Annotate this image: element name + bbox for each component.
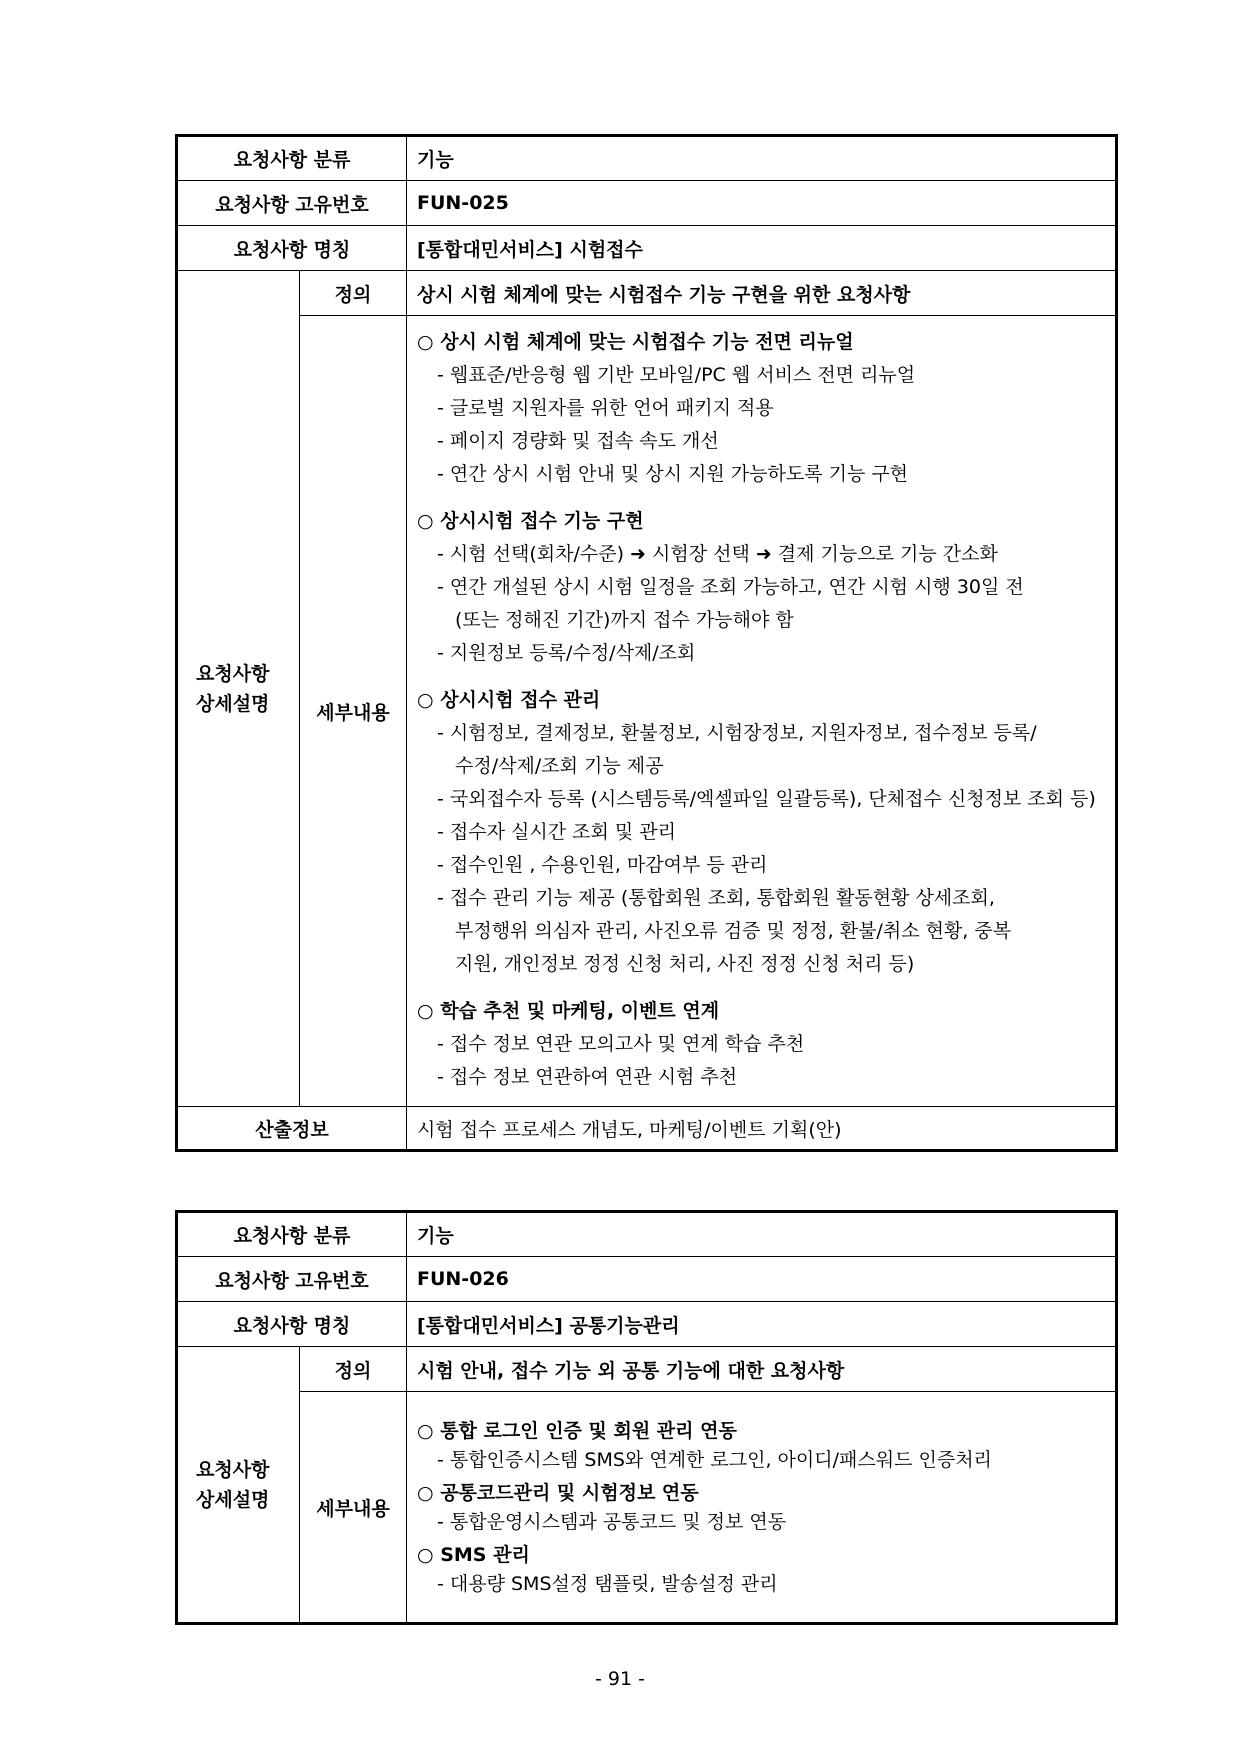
detail-line: - 접수자 실시간 조회 및 관리: [437, 821, 676, 843]
requirement-table: [175, 134, 1118, 1152]
page-number: - 91 -: [595, 1668, 645, 1690]
detail-line: - 접수 정보 연관 모의고사 및 연계 학습 추천: [437, 1033, 805, 1055]
detail-section: [417, 1541, 1105, 1599]
name-label: 요청사항 명칭: [177, 1302, 407, 1347]
section-title: ○ 상시 시험 체계에 맞는 시험접수 기능 전면 리뉴얼: [417, 331, 854, 353]
category-label: 요청사항 분류: [177, 1212, 407, 1257]
name-label: 요청사항 명칭: [177, 226, 407, 271]
detail-line: (또는 정해진 기간)까지 접수 가능해야 함: [455, 609, 794, 631]
detail-line: 지원, 개인정보 정정 신청 처리, 사진 정정 신청 처리 등): [455, 953, 915, 975]
detail-line: - 통합인증시스템 SMS와 연계한 로그인, 아이디/패스워드 인증처리: [437, 1449, 992, 1471]
details-content: [407, 1392, 1117, 1624]
definition-label: 정의: [300, 1347, 407, 1392]
detail-line: 수정/삭제/조회 기능 제공: [455, 755, 664, 777]
detail-line: - 국외접수자 등록 (시스템등록/엑셀파일 일괄등록), 단체접수 신청정보 조회 등): [437, 788, 1096, 810]
details-label: 세부내용: [300, 1392, 407, 1624]
details-label: 세부내용: [300, 316, 407, 1107]
detail-item: [417, 783, 1105, 816]
detail-item: [417, 1570, 1105, 1599]
detail-item: [417, 1446, 1105, 1475]
detail-item: [417, 1508, 1105, 1537]
definition-value: 상시 시험 체계에 맞는 시험접수 기능 구현을 위한 요청사항: [407, 271, 1117, 316]
detail-desc-label: 요청사항 상세설명: [177, 1347, 300, 1624]
detail-line: - 시험정보, 결제정보, 환불정보, 시험장정보, 지원자정보, 접수정보 등록/: [437, 722, 1037, 744]
detail-section: [417, 995, 1105, 1094]
detail-section: [417, 1479, 1105, 1537]
detail-item: [417, 882, 1105, 981]
output-label: 산출정보: [177, 1107, 407, 1151]
detail-item: [417, 571, 1105, 637]
detail-item: [417, 538, 1105, 571]
id-label: 요청사항 고유번호: [177, 181, 407, 226]
detail-desc-label: 요청사항 상세설명: [177, 271, 300, 1107]
detail-item: [417, 458, 1105, 491]
detail-line: 부정행위 의심자 관리, 사진오류 검증 및 정정, 환불/취소 현황, 중복: [455, 920, 1012, 942]
detail-line: - 연간 개설된 상시 시험 일정을 조회 가능하고, 연간 시험 시행 30일 전: [437, 576, 1024, 598]
requirement-table: [175, 1210, 1118, 1625]
detail-item: [417, 359, 1105, 392]
name-value: [통합대민서비스] 공통기능관리: [407, 1302, 1117, 1347]
detail-item: [417, 1061, 1105, 1094]
detail-line: - 접수 관리 기능 제공 (통합회원 조회, 통합회원 활동현황 상세조회,: [437, 887, 995, 909]
detail-item: [417, 1028, 1105, 1061]
detail-section: [417, 684, 1105, 981]
section-title: ○ 학습 추천 및 마케팅, 이벤트 연계: [417, 1000, 720, 1022]
detail-section: [417, 326, 1105, 491]
id-label: 요청사항 고유번호: [177, 1257, 407, 1302]
section-title: ○ 상시시험 접수 기능 구현: [417, 510, 644, 532]
detail-section: [417, 1417, 1105, 1475]
output-value: 시험 접수 프로세스 개념도, 마케팅/이벤트 기획(안): [407, 1107, 1117, 1151]
detail-section: [417, 505, 1105, 670]
section-title: ○ 통합 로그인 인증 및 회원 관리 연동: [417, 1420, 737, 1442]
detail-item: [417, 717, 1105, 783]
detail-item: [417, 816, 1105, 849]
detail-line: - 접수 정보 연관하여 연관 시험 추천: [437, 1066, 738, 1088]
detail-item: [417, 637, 1105, 670]
detail-line: - 페이지 경량화 및 접속 속도 개선: [437, 430, 719, 452]
name-value: [통합대민서비스] 시험접수: [407, 226, 1117, 271]
id-value: FUN-026: [407, 1257, 1117, 1302]
detail-line: - 대용량 SMS설정 탬플릿, 발송설정 관리: [437, 1573, 778, 1595]
detail-line: - 글로벌 지원자를 위한 언어 패키지 적용: [437, 397, 774, 419]
section-title: ○ 상시시험 접수 관리: [417, 689, 601, 711]
definition-value: 시험 안내, 접수 기능 외 공통 기능에 대한 요청사항: [407, 1347, 1117, 1392]
id-value: FUN-025: [407, 181, 1117, 226]
category-value: 기능: [407, 1212, 1117, 1257]
section-title: ○ 공통코드관리 및 시험정보 연동: [417, 1482, 699, 1504]
section-title: ○ SMS 관리: [417, 1544, 530, 1566]
detail-line: - 통합운영시스템과 공통코드 및 정보 연동: [437, 1511, 787, 1533]
detail-line: - 시험 선택(회차/수준) ➜ 시험장 선택 ➜ 결제 기능으로 기능 간소화: [437, 543, 998, 565]
detail-line: - 지원정보 등록/수정/삭제/조회: [437, 642, 696, 664]
definition-label: 정의: [300, 271, 407, 316]
details-content: [407, 316, 1117, 1107]
detail-line: - 연간 상시 시험 안내 및 상시 지원 가능하도록 기능 구현: [437, 463, 909, 485]
category-label: 요청사항 분류: [177, 136, 407, 181]
detail-item: [417, 849, 1105, 882]
detail-item: [417, 392, 1105, 425]
detail-line: - 웹표준/반응형 웹 기반 모바일/PC 웹 서비스 전면 리뉴얼: [437, 364, 916, 386]
detail-item: [417, 425, 1105, 458]
detail-line: - 접수인원 , 수용인원, 마감여부 등 관리: [437, 854, 768, 876]
category-value: 기능: [407, 136, 1117, 181]
